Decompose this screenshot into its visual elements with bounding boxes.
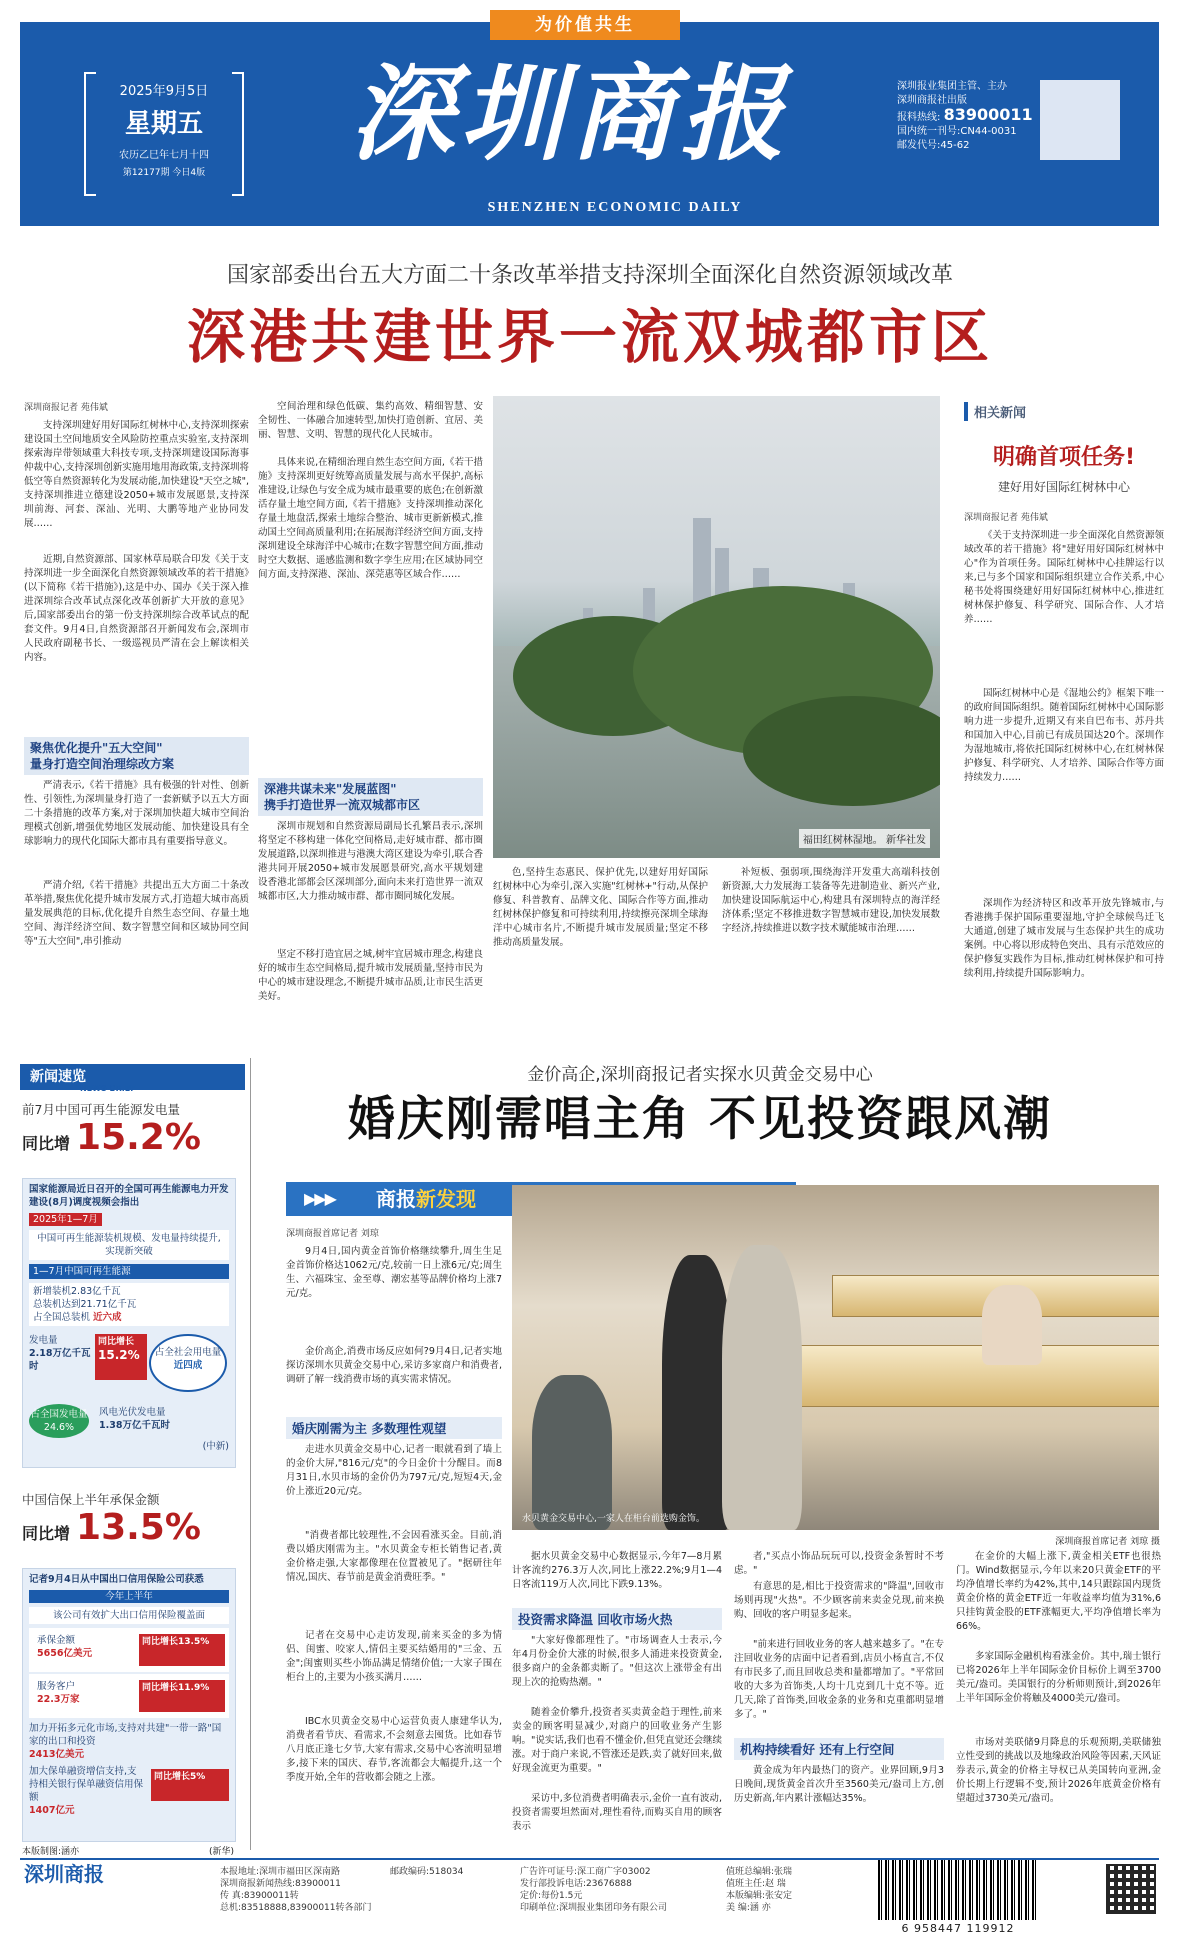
infographic-text: 占全国发电量 bbox=[30, 1409, 88, 1420]
gold-para: 在金价的大幅上涨下,黄金相关ETF也很热门。Wind数据显示,今年以来20只黄金ETF的平均净值增长率约为42%,其中,14只跟踪国内现货黄金价格的黄金ETF近一年收益率均值为31%,6只挂钩黄金股的ETF涨幅更大,平均净值增长率为66%。 bbox=[956, 1551, 1161, 1632]
infographic-row bbox=[29, 1628, 229, 1672]
related-news-title[interactable]: 明确首项任务! bbox=[992, 445, 1136, 470]
lead-para: 空间治理和绿色低碳、集约高效、精细智慧、安全韧性、一体融合加速转型,加快打造创新、宜居、美丽、智慧、文明、智慧的现代化人民城市。 bbox=[258, 401, 483, 440]
gold-para: "消费者都比较理性,不会因看涨买金。目前,消费以婚庆刚需为主。"水贝黄金专柜长销售记者,黄金价格走强,大家都像理在位置被见了。"据研往年情况,国庆、春节前是黄金消费旺季。" bbox=[286, 1530, 502, 1583]
brief-item-title: 中国信保上半年承保金额 bbox=[22, 1492, 160, 1507]
gold-column-1 bbox=[286, 1226, 502, 1815]
gold-para: 者,"买点小饰品玩玩可以,投资金条暂时不考虑。" bbox=[734, 1551, 944, 1576]
infographic-value: 2413亿美元 bbox=[29, 1749, 84, 1760]
lead-para: 严清表示,《若干措施》具有极强的针对性、创新性、引领性,为深圳量身打造了一套新赋予以五大方面二十条措施的改革方案,对于深圳加快超大城市空间治理模式创新,增强优势地区发展动能、加快建设具有全球影响力的现代化国际大都市具有重要指导意义。 bbox=[24, 780, 249, 847]
publisher: 深圳报业集团主管、主办 bbox=[897, 81, 1007, 92]
gold-para: 市场对美联储9月降息的乐观预期,美联储独立性受到的挑战以及地缘政治风险等因素,天风证券表示,黄金的价格主导权已从美国转向亚洲,金价长期上行逻辑不变,预计2026年底黄金价格有望超过3730美元/盎司。 bbox=[956, 1737, 1161, 1804]
infographic-value: 近四成 bbox=[173, 1360, 203, 1371]
infographic-credit-insurance bbox=[22, 1568, 236, 1842]
infographic-text: 占全国总装机 bbox=[33, 1312, 91, 1323]
footer-text: 发行部投诉电话:23676888 bbox=[520, 1879, 632, 1889]
infographic-value: 1407亿元 bbox=[29, 1805, 75, 1816]
brief-stat-value: 15.2% bbox=[76, 1117, 201, 1158]
mangrove-photo[interactable] bbox=[493, 396, 940, 858]
gold-column-3 bbox=[734, 1550, 944, 1822]
footer-text: 传 真:83900011转 bbox=[220, 1891, 299, 1901]
lunar-date: 农历乙巳年七月十四 bbox=[119, 150, 209, 161]
news-brief-header bbox=[20, 1064, 245, 1093]
footer-text: 本报地址:深圳市福田区深南路 bbox=[220, 1867, 341, 1877]
qr-code-icon[interactable] bbox=[1106, 1864, 1156, 1914]
related-news-tag: 相关新闻 bbox=[964, 402, 1054, 421]
infographic-text: 发电量 bbox=[29, 1335, 58, 1346]
brief-item-title: 前7月中国可再生能源发电量 bbox=[22, 1102, 180, 1117]
gold-para: IBC水贝黄金交易中心运营负责人康建华认为,消费者看节庆、看需求,不会刻意去囤货。比如春节八月底正逢七夕节,大家有需求,交易中心客流明显增多,接下来的国庆、春节,客流都会大幅提升,这一个季度开始,全年的营收都会随之上涨。 bbox=[286, 1716, 502, 1783]
footer-logo: 深圳商报 bbox=[24, 1862, 104, 1886]
lead-kicker: 国家部委出台五大方面二十条改革举措支持深圳全面深化自然资源领域改革 bbox=[226, 263, 953, 288]
related-para: 深圳作为经济特区和改革开放先锋城市,与香港携手保护国际重要湿地,守护全球候鸟迁飞大通道,创建了城市发展与生态保护共生的成功案例。中心将以形成特色突出、具有示范效应的保护修复实践作为目标,推动红树林保护和可持续利用,持续提升国际影响力。 bbox=[964, 898, 1164, 979]
infographic-bottom bbox=[29, 1404, 229, 1440]
related-para: 国际红树林中心是《湿地公约》框架下唯一的政府间国际组织。随着国际红树林中心国际影响力进一步提升,近期又有来自巴布韦、苏丹共和国加入中心,目前已有成员国达20个。深圳作为湿地城市,将依托国际红树林中心,在红树林保护修复、科学研究、人才培养、国际合作等方面持续发力…… bbox=[964, 688, 1164, 783]
lead-byline: 深圳商报记者 苑伟斌 bbox=[24, 403, 108, 413]
gold-subheading: 机构持续看好 还有上行空间 bbox=[734, 1738, 944, 1760]
infographic-value: 5656亿美元 bbox=[37, 1648, 92, 1659]
related-byline: 深圳商报记者 苑伟斌 bbox=[964, 513, 1048, 523]
lead-column-2 bbox=[258, 400, 483, 1018]
lead-para: 补短板、强弱项,围绕海洋开发重大高端科技创新资源,大力发展海工装备等先进制造业、新兴产业,加快建设国际航运中心,构建具有深圳特点的海洋经济体系;坚定不移推进数字智慧城市建设,加快发展数字经济,持续推进以数字技术赋能城市治理…… bbox=[722, 867, 940, 934]
lead-para: 支持深圳建好用好国际红树林中心,支持深圳探索建设国土空间地质安全风险防控重点实验室,支持深圳探索海岸带领域重大科技专项,支持深圳建设国际海事仲裁中心,支持深圳创新实施用地用海政策,支持深圳将低空等自然资源转化为发展动能,加快建设"天空之城",支持深圳推进立德建设2050+城市发展愿景,支持深圳前海、河套、深汕、光明、大鹏等地产业协同发展…… bbox=[24, 420, 249, 529]
chevrons-icon: ▶▶▶ bbox=[304, 1189, 335, 1208]
gold-para: "前来进行回收业务的客人越来越多了。"在专注回收业务的店面中记者看到,店员小杨直言,不仅有市民多了,而且回收总类和量都增加了。"平常回收的大多为首饰类,人均十几克到几十克不等。近几天,除了首饰类,回收金条的业务和克重都明显增多了。" bbox=[734, 1639, 944, 1720]
related-para: 《关于支持深圳进一步全面深化自然资源领域改革的若干措施》将"建好用好国际红树林中心"作为首项任务。国际红树林中心挂牌运行以来,已与多个国家和国际组织建立合作关系,中心秘书处将围绕建好用好国际红树林中心,推进红树林保护修复、科学研究、国际合作、人才培养…… bbox=[964, 530, 1164, 625]
lead-column-3 bbox=[493, 866, 708, 1016]
brief-item-2 bbox=[22, 1490, 237, 1554]
post-code: 邮发代号:45-62 bbox=[897, 140, 970, 151]
gold-para: 有意思的是,相比于投资需求的"降温",回收市场则再现"火热"。不少顾客前来卖金兑现,前来换购、回收的客户明显多起来。 bbox=[734, 1581, 944, 1620]
footer-text: 总机:83518888,83900011转各部门 bbox=[220, 1903, 372, 1913]
cn-code: 国内统一刊号:CN44-0031 bbox=[897, 126, 1017, 137]
infographic-text: 风电光伏发电量 bbox=[99, 1407, 166, 1418]
gold-para: 采访中,多位消费者明确表示,金价一直有波动,投资者需要坦然面对,理性看待,而购买自用的顾客表示 bbox=[512, 1793, 722, 1832]
infographic-period: 2025年1—7月 bbox=[29, 1213, 102, 1226]
news-brief-en: NEWS BRIEF bbox=[80, 1084, 136, 1093]
issue-number: 第12177期 今日4版 bbox=[122, 168, 206, 178]
masthead-info bbox=[897, 80, 1047, 153]
lead-para: 近期,自然资源部、国家林草局联合印发《关于支持深圳进一步全面深化自然资源领域改革的若干措施》(以下简称《若干措施》),这是中办、国办《关于深入推进深圳综合改革试点深化改革创新扩大开放的意见》后,国家部委出台的第一份支持深圳综合改革试点的配套文件。9月4日,自然资源部召开新闻发布会,深圳市人民政府副秘书长、一级巡视员严清在会上解读相关内容。 bbox=[24, 554, 249, 663]
infographic-note: 记者9月4日从中国出口信用保险公司获悉 bbox=[29, 1574, 204, 1585]
footer-text: 广告许可证号:深工商广字03002 bbox=[520, 1867, 651, 1877]
qr-code-icon[interactable] bbox=[1040, 80, 1120, 160]
infographic-value: 22.3万家 bbox=[37, 1694, 80, 1705]
subheading-line: 深港共谋未来"发展蓝图" bbox=[264, 782, 397, 796]
subheading-line: 携手打造世界一流双城都市区 bbox=[264, 798, 421, 812]
footer-text: 邮政编码:518034 bbox=[390, 1867, 464, 1877]
infographic-grid bbox=[29, 1330, 229, 1400]
brief-stat-prefix: 同比增 bbox=[22, 1524, 71, 1543]
issue-date: 2025年9月5日 bbox=[119, 84, 209, 99]
gold-subheading: 投资需求降温 回收市场火热 bbox=[512, 1608, 722, 1630]
barcode-number: 6 958447 119912 bbox=[901, 1922, 1015, 1935]
footer-text: 值班总编辑:张瑞 bbox=[726, 1867, 793, 1877]
lead-para: 具体来说,在精细治理自然生态空间方面,《若干措施》支持深圳更好统筹高质量发展与高水平保护,高标准建设,让绿色与安全成为城市最重要的底色;在创新激活存量土地空间方面,《若干措施》支持深圳推动深化存量土地盘活,探索土地综合整治、城市更新新模式,推动国土空间高质量利用;在拓展海洋经济空间方面,支持深圳建设全球海洋中心城市;在数字智慧空间方面,推动时空大数据、遥感监测和数字孪生应用;在区域协同空间方面,支持深港、深汕、深莞惠等区域合作…… bbox=[258, 457, 483, 580]
infographic-row bbox=[29, 1674, 229, 1718]
infographic-text: 中国可再生能源装机规模、发电量持续提升,实现新突破 bbox=[29, 1230, 229, 1260]
weekday: 星期五 bbox=[124, 109, 203, 139]
gold-column-2 bbox=[512, 1550, 722, 1834]
publisher-2: 深圳商报社出版 bbox=[897, 95, 967, 106]
brief-stat-value: 13.5% bbox=[76, 1507, 201, 1548]
gold-column-4 bbox=[956, 1550, 1161, 1836]
brief-source: (新华) bbox=[208, 1847, 234, 1857]
infographic-value: 同比增长13.5% bbox=[139, 1634, 225, 1666]
gold-para: 多家国际金融机构看涨金价。其中,瑞士银行已将2026年上半年国际金价目标价上调至3700美元/盎司。美国银行的分析师则预计,到2026年上半年国际金价将触及4000美元/盎司。 bbox=[956, 1651, 1161, 1704]
gold-para: 走进水贝黄金交易中心,记者一眼就看到了墙上的金价大屏,"816元/克"的今日金价十分醒目。而8月31日,水贝市场的金价仍为797元/克,短短4天,金价上涨近20元/克。 bbox=[286, 1444, 502, 1497]
infographic-text: 同比增长 bbox=[98, 1337, 135, 1347]
infographic-subtitle: 1—7月中国可再生能源 bbox=[29, 1264, 229, 1279]
infographic-text: 承保金额 bbox=[37, 1635, 76, 1646]
news-brief-title: 新闻速览 bbox=[30, 1069, 86, 1085]
infographic-source: (中新) bbox=[202, 1441, 229, 1452]
infographic-text: 该公司有效扩大出口信用保险覆盖面 bbox=[29, 1607, 229, 1624]
subheading bbox=[24, 737, 249, 775]
gold-para: 9月4日,国内黄金首饰价格继续攀升,周生生足金首饰价格达1062元/克,较前一日上涨6元/克;周生生、六福珠宝、金至尊、潮宏基等品牌价格均上涨7元/克。 bbox=[286, 1246, 502, 1299]
banner-label-highlight: 新发现 bbox=[416, 1187, 476, 1211]
photo-credit: 深圳商报首席记者 刘琼 摄 bbox=[1055, 1537, 1160, 1547]
column-divider bbox=[250, 1058, 251, 1850]
infographic-value: 15.2% bbox=[98, 1348, 140, 1362]
infographic-value: 1.38万亿千瓦时 bbox=[99, 1420, 170, 1431]
gold-kicker: 金价高企,深圳商报记者实探水贝黄金交易中心 bbox=[527, 1065, 873, 1085]
infographic-box bbox=[29, 1283, 229, 1326]
footer-text: 美 编:涵 亦 bbox=[726, 1903, 771, 1913]
barcode-icon bbox=[878, 1860, 1038, 1920]
gold-para: 据水贝黄金交易中心数据显示,今年7—8月累计客流约276.3万人次,同比上涨22.2%;9月1—4日客流119万人次,同比下跌9.13%。 bbox=[512, 1551, 722, 1590]
infographic-value: 2.18万亿千瓦时 bbox=[29, 1348, 91, 1372]
lead-para: 色,坚持生态惠民、保护优先,以建好用好国际红树林中心为牵引,深入实施"红树林+"行动,从保护修复、科普教育、品牌文化、国际合作等方面,推动红树林保护修复和可持续利用,持续擦亮深圳全球海洋中心城市名片,不断提升城市发展质量;坚定不移推动高质量发展。 bbox=[493, 867, 708, 948]
date-box bbox=[84, 72, 244, 194]
lead-para: 深圳市规划和自然资源局副局长孔繁昌表示,深圳将坚定不移构建一体化空间格局,走好城市群、都市圈发展道路,以深圳推进与港澳大湾区建设为牵引,联合香港共同开展2050+城市发展愿景研究,高水平规划建设香港北部都会区深圳部分,面向未来打造世界一流双城都市区,大力推动城市群、都市圈同城化发展。 bbox=[258, 821, 483, 902]
infographic-text: 占全社会用电量 bbox=[154, 1347, 222, 1358]
gold-para: 黄金成为年内最热门的资产。业界回顾,9月3日晚间,现货黄金首次升至3560美元/盎司上方,创历史新高,年内累计涨幅达35%。 bbox=[734, 1765, 944, 1804]
infographic-text: 新增装机2.83亿千瓦 bbox=[33, 1286, 121, 1297]
lead-para: 严清介绍,《若干措施》共提出五大方面二十条改革举措,聚焦优化提升城市发展方式,打造超大城市高质量发展典范的目标,优化提升自然生态空间、存量土地空间、海洋经济空间、数字智慧空间和区域协同空间等"五大空间",串引推动 bbox=[24, 880, 249, 947]
related-news-body bbox=[964, 510, 1164, 1047]
infographic-text: 加大保单融资增信支持,支持相关银行保单融资信用保额 bbox=[29, 1766, 144, 1803]
paper-name-en: SHENZHEN ECONOMIC DAILY bbox=[487, 200, 743, 215]
lead-column-1 bbox=[24, 400, 249, 975]
subheading bbox=[258, 778, 483, 816]
photo-caption: 水贝黄金交易中心,一家人在柜台前选购金饰。 bbox=[522, 1514, 705, 1524]
brief-editor: 本版制图:涵亦 bbox=[22, 1847, 80, 1857]
infographic-value: 近六成 bbox=[93, 1312, 122, 1323]
hotline-label: 报料热线: bbox=[897, 112, 941, 123]
subheading-line: 聚焦优化提升"五大空间" bbox=[30, 741, 163, 755]
footer-text: 印刷单位:深圳报业集团印务有限公司 bbox=[520, 1903, 668, 1913]
infographic-value: 同比增长5% bbox=[151, 1769, 229, 1801]
infographic-text: 服务客户 bbox=[37, 1681, 76, 1692]
banner-label: 商报 bbox=[376, 1187, 416, 1211]
infographic-period: 今年上半年 bbox=[29, 1590, 229, 1603]
brief-stat-prefix: 同比增 bbox=[22, 1134, 71, 1153]
gold-market-photo[interactable] bbox=[512, 1185, 1159, 1530]
lead-headline[interactable]: 深港共建世界一流双城都市区 bbox=[186, 303, 993, 371]
hotline-number: 83900011 bbox=[943, 105, 1033, 124]
infographic-note: 国家能源局近日召开的全国可再生能源电力开发建设(8月)调度视频会指出 bbox=[29, 1184, 229, 1208]
gold-para: 金价高企,消费市场反应如何?9月4日,记者实地探访深圳水贝黄金交易中心,采访多家商户和消费者,调研了解一线消费市场的真实需求情况。 bbox=[286, 1346, 502, 1385]
gold-subheading: 婚庆刚需为主 多数理性观望 bbox=[286, 1417, 502, 1439]
paper-name-logo: 深圳商报 bbox=[350, 52, 791, 175]
slogan-badge: 为价值共生 bbox=[490, 10, 680, 40]
subheading-line: 量身打造空间治理综改方案 bbox=[30, 757, 175, 771]
gold-byline: 深圳商报首席记者 刘琼 bbox=[286, 1229, 379, 1239]
footer-text: 定价:每份1.5元 bbox=[520, 1891, 583, 1901]
footer-text: 本版编辑:张安定 bbox=[726, 1891, 793, 1901]
gold-para: 随着金价攀升,投资者买卖黄金趋于理性,前来卖金的顾客明显减少,对商户的回收业务产生影响。"说实话,我们也看不懂金价,但凭直觉还会继续涨。对于商户来说,不管涨还是跌,卖了就好回来,做好现金流更为重要。" bbox=[512, 1707, 722, 1774]
related-news-subtitle: 建好用好国际红树林中心 bbox=[997, 480, 1130, 494]
gold-para: "大家好像都理性了。"市场调查人士表示,今年4月份金价大涨的时候,很多人涌进来投资黄金,很多商户的金条都卖断了。"但这次上涨带金有出现上次的抢购热潮。" bbox=[512, 1635, 722, 1688]
lead-column-4 bbox=[722, 866, 940, 1016]
infographic-text: 加力开拓多元化市场,支持对共建"一带一路"国家的出口和投资 bbox=[29, 1723, 222, 1747]
infographic-text: 总装机达到21.71亿千瓦 bbox=[33, 1299, 137, 1310]
photo-caption: 福田红树林湿地。 新华社发 bbox=[799, 829, 930, 848]
infographic-value: 24.6% bbox=[43, 1422, 75, 1433]
gold-para: 记者在交易中心走访发现,前来买金的多为情侣、闺蜜、咬家人,情侣主要买结婚用的"三金、五金";闺蜜则买些小饰品满足情绪价值;一大家子围在柜台上的,主要为小孩买满月…… bbox=[286, 1630, 502, 1683]
footer-text: 深圳商报新闻热线:83900011 bbox=[220, 1879, 341, 1889]
infographic-renewables bbox=[22, 1178, 236, 1468]
brief-footer bbox=[22, 1844, 234, 1857]
footer-text: 值班主任:赵 瑞 bbox=[726, 1879, 786, 1889]
brief-item-1 bbox=[22, 1100, 237, 1164]
gold-headline[interactable]: 婚庆刚需唱主角 不见投资跟风潮 bbox=[347, 1092, 1053, 1147]
lead-para: 坚定不移打造宜居之城,树牢宜居城市理念,构建良好的城市生态空间格局,提升城市发展质量,坚持市民为中心的城市建设理念,不断提升城市品质,让市民生活更美好。 bbox=[258, 949, 483, 1002]
infographic-value: 同比增长11.9% bbox=[139, 1680, 225, 1712]
